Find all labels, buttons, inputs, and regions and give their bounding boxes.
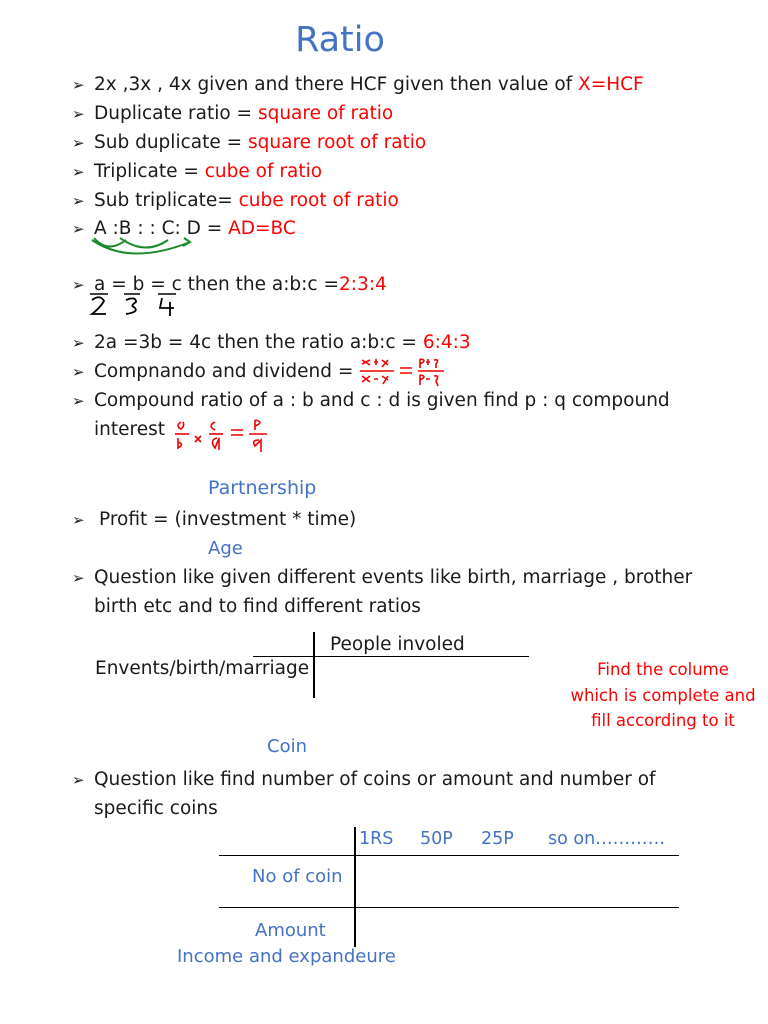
list-item: ➢ Compnando and dividend = [72,361,354,382]
table-divider [253,656,529,657]
bullet-arrow-icon: ➢ [72,511,85,529]
table-column-header: People involed [330,634,465,655]
section-heading-coin: Coin [267,736,307,757]
bullet-arrow-icon: ➢ [72,771,85,789]
table-column-header: 1RS [359,829,394,849]
bullet-arrow-icon: ➢ [72,363,85,381]
list-item: ➢ Sub duplicate = square root of ratio [72,132,427,153]
page-title: Ratio [295,20,385,60]
section-heading-income: Income and expandeure [177,946,396,967]
bullet-arrow-icon: ➢ [72,276,85,294]
bullet-arrow-icon: ➢ [72,220,85,238]
list-item: ➢ Question like given different events like birth, marriage , brother [72,567,693,588]
handwritten-fraction-icon [90,292,185,318]
bullet-arrow-icon: ➢ [72,105,85,123]
table-column-header: 50P [420,829,453,849]
bullet-arrow-icon: ➢ [72,76,85,94]
list-item: ➢ Compound ratio of a : b and c : d is given find p : q compound [72,390,670,411]
list-item: ➢ Duplicate ratio = square of ratio [72,103,394,124]
bullet-arrow-icon: ➢ [72,569,85,587]
table-column-header: 25P [481,829,514,849]
note-text: Find the colume which is complete and fill according to it [570,660,756,730]
list-item: ➢ 2x ,3x , 4x given and there HCF given then value of X=HCF [72,74,644,95]
cross-multiply-arrows-icon [90,234,200,270]
table-divider [219,907,679,908]
list-item-continued: birth etc and to find different ratios [94,596,421,617]
list-item: ➢ Profit = (investment * time) [72,509,357,530]
table-divider [219,855,679,856]
table-row-header: Amount [255,920,326,941]
list-item: ➢ Question like find number of coins or amount and number of [72,769,656,790]
list-item-continued: interest [94,419,165,440]
list-item-continued: specific coins [94,798,218,819]
handwritten-formula-icon [358,356,470,390]
table-row-header: No of coin [252,866,343,887]
list-item: ➢ 2a =3b = 4c then the ratio a:b:c = 6:4:3 [72,332,471,353]
table-row-header: Envents/birth/marriage [95,658,310,679]
bullet-arrow-icon: ➢ [72,163,85,181]
bullet-arrow-icon: ➢ [72,392,85,410]
section-heading-partnership: Partnership [208,477,317,499]
handwritten-formula-icon [175,418,275,454]
list-item: ➢ A :B : : C: D = AD=BC [72,218,296,239]
bullet-arrow-icon: ➢ [72,192,85,210]
table-divider [354,827,356,947]
list-item: ➢ Triplicate = cube of ratio [72,161,323,182]
bullet-arrow-icon: ➢ [72,134,85,152]
list-item: ➢ a = b = c then the a:b:c =2:3:4 [72,274,387,295]
table-divider [313,632,315,698]
bullet-arrow-icon: ➢ [72,334,85,352]
section-heading-age: Age [208,538,243,559]
list-item: ➢ Sub triplicate= cube root of ratio [72,190,399,211]
table-column-header: so on………… [548,829,666,849]
